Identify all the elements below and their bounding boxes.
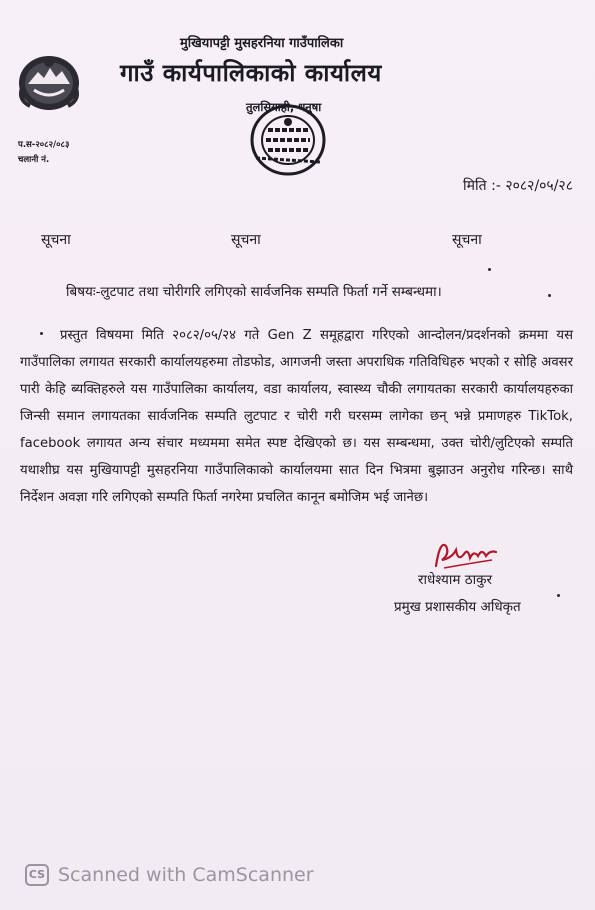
notice-label: सूचना: [231, 232, 261, 248]
notice-label: सूचना: [452, 232, 482, 248]
notice-label: सूचना: [41, 232, 71, 248]
camscanner-logo-icon: CS: [25, 864, 49, 886]
scanner-watermark: Scanned with CamScanner: [58, 864, 314, 886]
letter-number: प.स-२०८२/०८३: [18, 140, 70, 150]
scan-speck: [40, 332, 43, 335]
scan-speck: [557, 594, 560, 597]
subject-line: बिषयः-लुटपाट तथा चोरीगरि लगिएको सार्वजनिक सम्पति फिर्ता गर्ने सम्बन्धमा।: [66, 284, 442, 300]
signatory-title: प्रमुख प्रशासकीय अधिकृत: [394, 599, 521, 615]
reference-block: [18, 138, 69, 168]
body-text: प्रस्तुत विषयमा मिति २०८२/०५/२४ गते Gen Z समूहद्वारा गरिएको आन्दोलन/प्रदर्शनको क्रममा यस गाउँपालिका लगायत सरकारी कार्यालयहरुमा तोडफोड, आगजनी जस्ता अपराधिक गतिविधिहरु भएको र सोहि अवसर पारी केहि ब्यक्तिहरुले यस गाउँपालिका कार्यालय, वडा कार्यालय, स्वास्थ्य चौकी लगायतका सरकारी कार्यालयहरुका जिन्सी समान लगायतका सार्वजनिक सम्पति लुटपाट र चोरी गरी घरसम्म लागेका छन् भन्ने प्रमाणहरु TikTok, facebook लगायत अन्य संचार मध्यममा समेत स्पष्ट देखिएको छ। यस सम्बन्धमा, उक्त चोरी/लुटिएको सम्पति यथाशीघ्र यस मुखियापट्टी मुसहरनिया गाउँपालिकाको कार्यालयमा सात दिन भित्रमा बुझाउन अनुरोध गरिन्छ। साथै निर्देशन अवज्ञा गरि लगिएको सम्पति फिर्ता नगरेमा प्रचलित कानून बमोजिम भई जानेछ।: [20, 328, 573, 505]
office-address: तुलसियाही, धनुषा: [246, 100, 322, 114]
letter-date: मिति :- २०८२/०५/२८: [463, 178, 573, 194]
scan-speck: [488, 268, 491, 271]
dispatch-number: चलानी नं.: [18, 155, 50, 165]
office-seal-stamp: [232, 100, 344, 180]
handwritten-signature: [430, 536, 502, 574]
municipality-name: मुखियापट्टी मुसहरनिया गाउँपालिका: [180, 36, 344, 51]
scan-speck: [548, 294, 551, 297]
government-emblem-icon: [16, 50, 82, 112]
signatory-name: राधेश्याम ठाकुर: [418, 572, 492, 588]
office-title: गाउँ कार्यपालिकाको कार्यालय: [120, 59, 382, 87]
body-paragraph: [20, 322, 573, 511]
